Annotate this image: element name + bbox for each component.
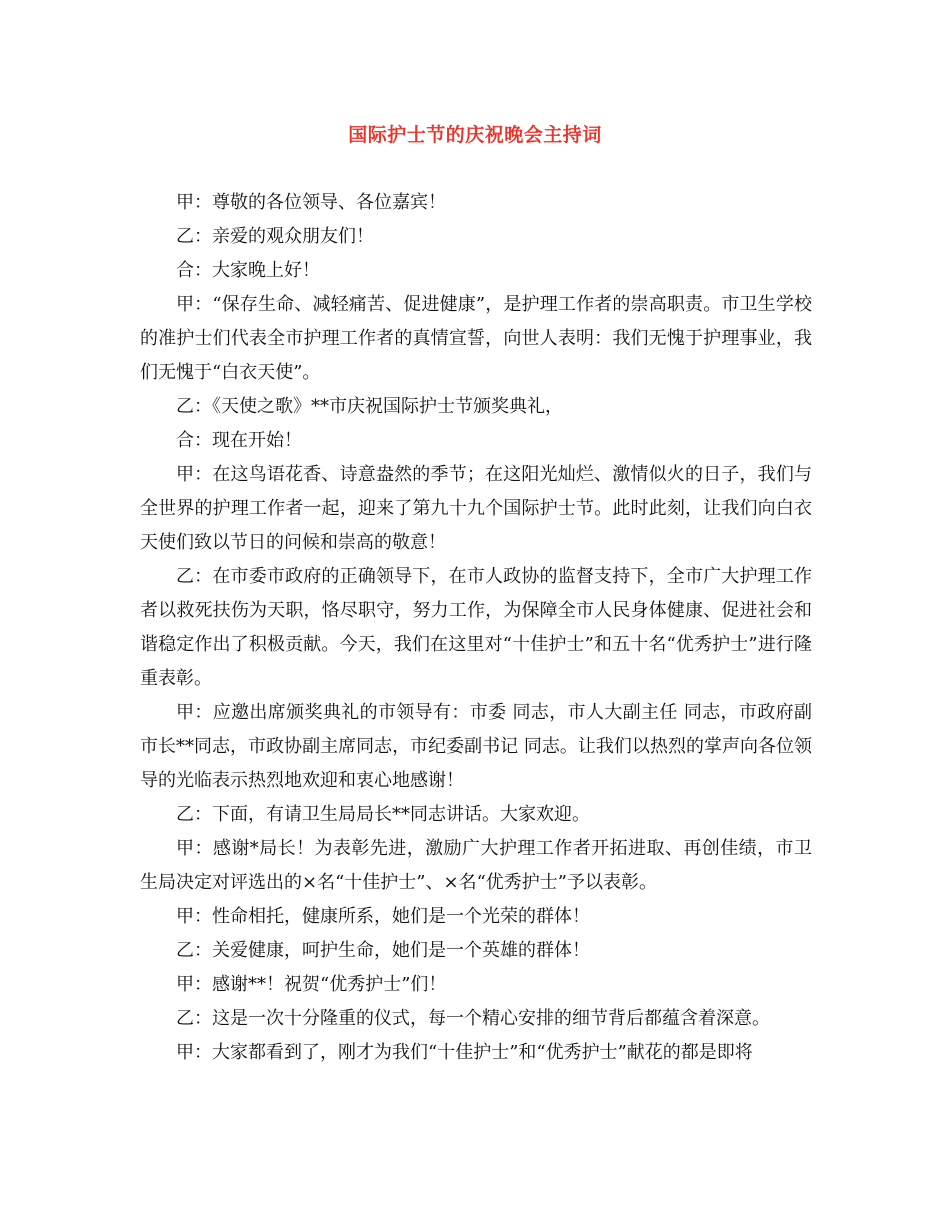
document-body xyxy=(140,186,812,1070)
paragraph: 甲：在这鸟语花香、诗意盎然的季节；在这阳光灿烂、激情似火的日子，我们与全世界的护理工作者一起，迎来了第九十九个国际护士节。此时此刻，让我们向白衣天使们致以节日的问候和崇高的敬意！ xyxy=(140,464,812,553)
paragraph: 甲：感谢**！祝贺“优秀护士”们！ xyxy=(176,974,447,995)
document-title: 国际护士节的庆祝晚会主持词 xyxy=(348,124,602,146)
paragraph: 甲：尊敬的各位领导、各位嘉宾！ xyxy=(176,192,446,213)
paragraph: 合：大家晚上好！ xyxy=(176,260,320,281)
paragraph: 合：现在开始！ xyxy=(176,430,302,451)
paragraph: 甲：性命相托，健康所系，她们是一个光荣的群体！ xyxy=(176,906,590,927)
paragraph: 乙：《天使之歌》**市庆祝国际护士节颁奖典礼， xyxy=(176,396,563,417)
paragraph: 乙：在市委市政府的正确领导下，在市人政协的监督支持下，全市广大护理工作者以救死扶伤为天职，恪尽职守，努力工作，为保障全市人民身体健康、促进社会和谐稳定作出了积极贡献。今天，我们在这里对“十佳护士”和五十名“优秀护士”进行隆重表彰。 xyxy=(140,566,812,689)
paragraph: 乙：亲爱的观众朋友们！ xyxy=(176,226,374,247)
paragraph: 甲：应邀出席颁奖典礼的市领导有：市委 同志，市人大副主任 同志，市政府副市长**同志，市政协副主席同志，市纪委副书记 同志。让我们以热烈的掌声向各位领导的光临表示热烈地欢迎和衷心地感谢！ xyxy=(140,702,812,791)
paragraph: 乙：这是一次十分隆重的仪式，每一个精心安排的细节背后都蕴含着深意。 xyxy=(176,1008,770,1029)
paragraph: 甲：大家都看到了，刚才为我们“十佳护士”和“优秀护士”献花的都是即将 xyxy=(176,1042,753,1063)
paragraph: 乙：关爱健康，呵护生命，她们是一个英雄的群体！ xyxy=(176,940,590,961)
paragraph: 乙：下面，有请卫生局局长**同志讲话。大家欢迎。 xyxy=(176,804,590,825)
paragraph: 甲：“保存生命、减轻痛苦、促进健康”，是护理工作者的崇高职责。市卫生学校的准护士们代表全市护理工作者的真情宣誓，向世人表明：我们无愧于护理事业，我们无愧于“白衣天使”。 xyxy=(140,294,812,383)
paragraph: 甲：感谢*局长！为表彰先进，激励广大护理工作者开拓进取、再创佳绩，市卫生局决定对评选出的×名“十佳护士”、×名“优秀护士”予以表彰。 xyxy=(140,838,812,893)
